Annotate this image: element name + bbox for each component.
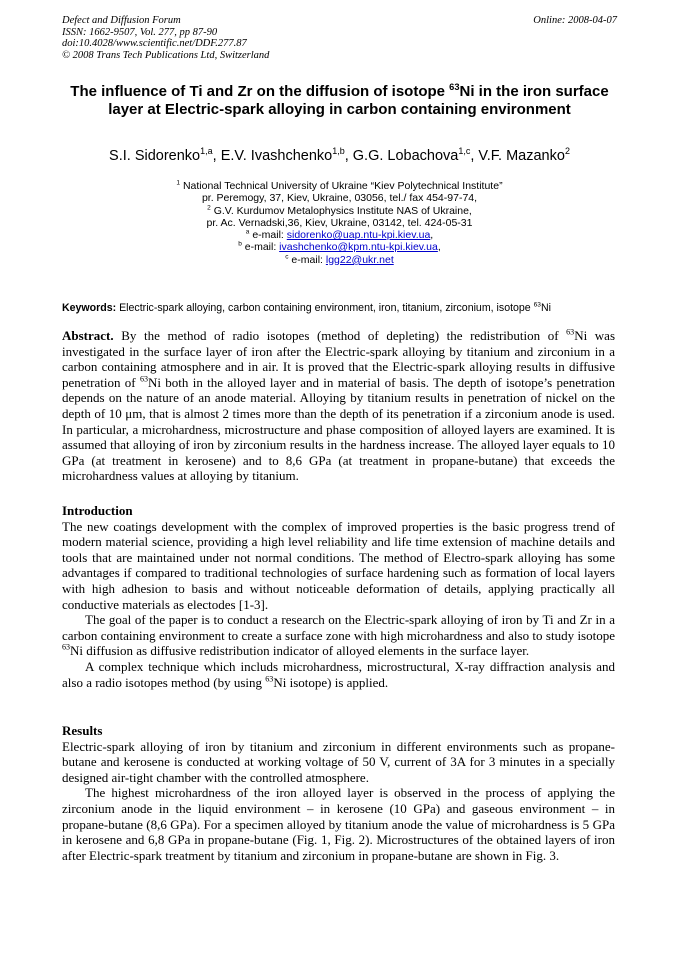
journal-name: Defect and Diffusion Forum — [62, 15, 181, 26]
paragraph: The goal of the paper is to conduct a research on the Electric-spark alloying of iron by Ti and Zr in a carbon containing environment to create a surface zone with high microhardness and also to study isotope $^{63}$Ni diffusion as diffusive redistribution indicator of alloyed elements in the surface layer. — [62, 612, 615, 659]
paragraph: The new coatings development with the complex of improved properties is the basic progress trend of modern material science, providing a high level reliability and life time extension of machine details and tools that are maintained under not normal conditions. The method of Electro-spark alloying has some advantages if compared to traditional technologies of surface hardening such as formation of local layers with high adhesion to basis and without noticeable deformation of details, applying practically all conductive materials as electodes [1-3]. — [62, 518, 615, 612]
paragraph: A complex technique which includs microhardness, microstructural, X-ray diffraction analysis and also a radio isotopes method (by using $^{63}$Ni isotope) is applied. — [62, 658, 615, 690]
abstract: Abstract. By the method of radio isotopes (method of depleting) the redistribution of $^{63}$Ni was investigated in the surface layer of iron after the Electric-spark alloying by titanium and zirconium in a carbon containing atmosphere and in air. It is proved that the Electric-spark alloying results in diffusive penetration of $^{63}$Ni both in the alloyed layer and in material of basis. The depth of isotope’s penetration depends on the nature of an anode material. Alloying by titanium results in penetration of nickel on the depth of 10 μm, that is almost 2 times more than the depth of its penetration if a zirconium anode is used. In particular, a microhardness, microstructure and phase composition of alloyed layers are examined. It is assumed that alloying of iron by zirconium results in the hardness increase. The alloyed layer equals to 10 GPa (at treatment in kerosene) and to 8,6 GPa (at treatment in propane-butane) that exceeds the microhardness values at alloying by titanium. — [62, 327, 616, 484]
results-heading: Results — [62, 723, 103, 738]
email-line-b: $^b$ e-mail: ivashchenko@kpm.ntu-kpi.kiev.ua, — [238, 240, 441, 254]
email-link-a[interactable]: sidorenko@uap.ntu-kpi.kiev.ua — [286, 229, 431, 242]
keywords-label: Keywords: — [62, 302, 117, 314]
copyright-line: © 2008 Trans Tech Publications Ltd, Switzerland — [62, 49, 270, 61]
paragraph: Electric-spark alloying of iron by titanium and zirconium in different environments such as propane-butane and kerosene is conducted at working voltage of 50 V, current of 3A for 3 minutes in a specially designed air-tight chamber with the controlled atmosphere. — [62, 738, 615, 785]
author: G.G. Lobachova$^{1,c}$, — [352, 146, 479, 164]
email-line-a: $^a$ e-mail: sidorenko@uap.ntu-kpi.kiev.ua, — [245, 228, 434, 242]
results-section — [62, 723, 615, 863]
affiliations — [62, 180, 617, 266]
doi-line: doi:10.4028/www.scientific.net/DDF.277.87 — [62, 38, 247, 49]
affiliation-1: $^1$ National Technical University of Ukraine “Kiev Polytechnical Institute” — [176, 179, 503, 192]
affiliation-1-address: pr. Peremogy, 37, Kiev, Ukraine, 03056, tel./ fax 454-97-74, — [201, 192, 478, 205]
paper-title: The influence of Ti and Zr on the diffusion of isotope $^{63}$Ni in the iron surface layer at Electric-spark alloying in carbon containing environment — [70, 82, 609, 118]
author: E.V. Ivashchenko$^{1,b}$, — [220, 146, 353, 164]
email-line-c: $^c$ e-mail: lgg22@ukr.net — [285, 253, 394, 266]
keywords: Keywords: Electric-spark alloying, carbon containing environment, iron, titanium, zirconium, isotope $^{63}$Ni — [62, 301, 551, 314]
online-date: Online: 2008-04-07 — [533, 15, 617, 26]
paragraph: The highest microhardness of the iron alloyed layer is observed in the process of applying the zirconium anode in the liquid environment – in kerosene (10 GPa) and gaseous environment – in propane-butane (8,6 GPa). For a specimen alloyed by titanium anode the value of microhardness is 5 GPa in kerosene and 6,8 GPa in propane-butane (Fig. 1, Fig. 2). Microstructures of the obtained layers of iron after Electric-spark treatment by titanium and zirconium in propane-butane are shown in Fig. 3. — [62, 785, 615, 863]
email-link-b[interactable]: ivashchenko@kpm.ntu-kpi.kiev.ua — [279, 241, 438, 254]
email-link-c[interactable]: lgg22@ukr.net — [325, 253, 394, 266]
affiliation-2-address: pr. Ac. Vernadski,36, Kiev, Ukraine, 03142, tel. 424-05-31 — [206, 216, 473, 229]
running-header — [62, 15, 617, 61]
introduction-heading: Introduction — [62, 503, 133, 518]
introduction-section — [62, 503, 615, 690]
affiliation-2: $^2$ G.V. Kurdumov Metalophysics Institute NAS of Ukraine, — [207, 204, 472, 217]
author: V.F. Mazanko$^2$ — [478, 146, 570, 164]
issn-line: ISSN: 1662-9507, Vol. 277, pp 87-90 — [62, 26, 218, 38]
abstract-label: Abstract. — [62, 328, 114, 343]
author: S.I. Sidorenko$^{1,a}$, — [109, 146, 221, 164]
author-list — [62, 147, 617, 165]
